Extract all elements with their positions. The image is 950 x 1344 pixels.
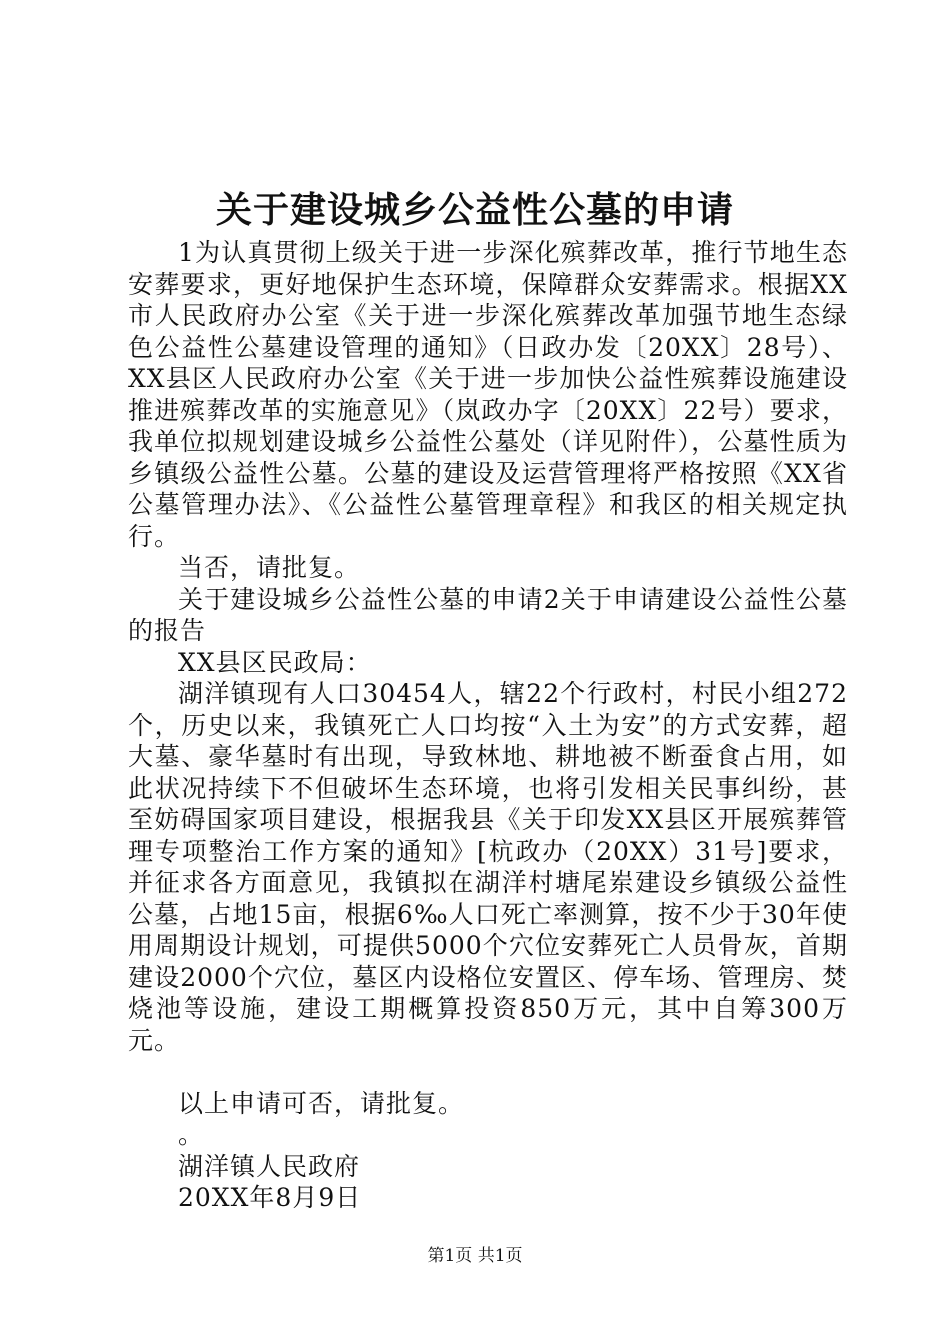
signatory: 湖洋镇人民政府 <box>178 1151 361 1181</box>
paragraph-addressee: XX县区民政局： <box>178 647 372 677</box>
closing-mark: 。 <box>178 1120 205 1149</box>
document-title: 关于建设城乡公益性公墓的申请 <box>215 189 734 231</box>
paragraph-request: 当否，请批复。 <box>178 553 361 582</box>
paragraph-subtitle: 关于建设城乡公益性公墓的申请2关于申请建设公益性公墓的报告 <box>128 584 848 645</box>
page-number: 第1页 共1页 <box>427 1246 523 1266</box>
closing-request: 以上申请可否，请批复。 <box>178 1088 465 1118</box>
document-body <box>128 237 848 1214</box>
paragraph-intro: 1为认真贯彻上级关于进一步深化殡葬改革，推行节地生态安葬要求，更好地保护生态环境，保障群众安葬需求。根据XX市人民政府办公室《关于进一步深化殡葬改革加强节地生态绿色公益性公墓建设管理的通知》（日政办发〔20XX〕28号）、XX县区人民政府办公室《关于进一步加快公益性殡葬设施建设推进殡葬改革的实施意见》（岚政办字〔20XX〕22号）要求，我单位拟规划建设城乡公益性公墓处（详见附件），公墓性质为乡镇级公益性公墓。公墓的建设及运营管理将严格按照《XX省公墓管理办法》、《公益性公墓管理章程》和我区的相关规定执行。 <box>128 238 848 551</box>
paragraph-gap <box>128 1056 848 1088</box>
paragraph-report: 湖洋镇现有人口30454人，辖22个行政村，村民小组272个，历史以来，我镇死亡人口均按“入土为安”的方式安葬，超大墓、豪华墓时有出现，导致林地、耕地被不断蚕食占用，如此状况持续下不但破坏生态环境，也将引发相关民事纠纷，甚至妨碍国家项目建设，根据我县《关于印发XX县区开展殡葬管理专项整治工作方案的通知》[杭政办（20XX）31号]要求，并征求各方面意见，我镇拟在湖洋村塘尾岽建设乡镇级公益性公墓，占地15亩，根据6‰人口死亡率测算，按不少于30年使用周期设计规划，可提供5000个穴位安葬死亡人员骨灰，首期建设2000个穴位，墓区内设格位安置区、停车场、管理房、焚烧池等设施，建设工期概算投资850万元，其中自筹300万元。 <box>128 679 848 1055</box>
signature-date: 20XX年8月9日 <box>178 1183 362 1212</box>
